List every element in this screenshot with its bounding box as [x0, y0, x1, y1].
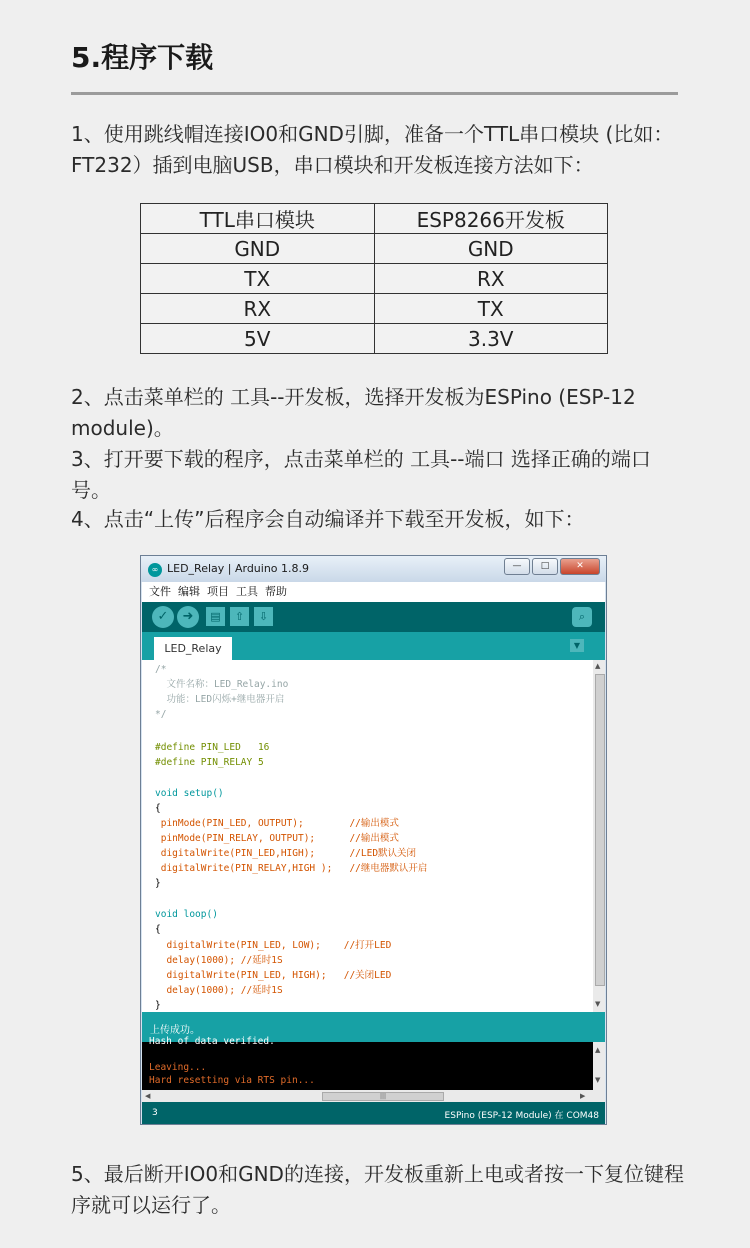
horizontal-scrollbar[interactable] — [142, 1090, 605, 1102]
tab-bar — [142, 632, 605, 660]
table-cell: TTL串口模块 — [141, 204, 375, 234]
console-line: Hash of data verified. — [149, 1036, 275, 1047]
table-row — [141, 264, 608, 294]
arduino-ide-window — [140, 555, 607, 1125]
scroll-up-icon[interactable]: ▲ — [595, 1046, 601, 1054]
code-line: delay(1000); //延时1S — [155, 955, 283, 966]
table-cell: 3.3V — [374, 324, 608, 354]
table-cell: GND — [374, 234, 608, 264]
title-divider — [71, 92, 678, 95]
console-output — [142, 1036, 593, 1090]
window-titlebar — [141, 556, 606, 582]
table-cell: 5V — [141, 324, 375, 354]
scroll-left-icon[interactable]: ◀ — [145, 1092, 151, 1100]
scroll-down-icon[interactable]: ▼ — [595, 1000, 601, 1008]
scroll-up-icon[interactable]: ▲ — [595, 662, 601, 670]
step-1-text: 1、使用跳线帽连接IO0和GND引脚，准备一个TTL串口模块 (比如：FT232）插到电脑USB，串口模块和开发板连接方法如下： — [71, 122, 674, 177]
console-line: Hard resetting via RTS pin... — [149, 1075, 315, 1086]
code-line: void setup() — [155, 788, 224, 799]
table-cell: GND — [141, 234, 375, 264]
table-row — [141, 294, 608, 324]
menu-file[interactable]: 文件 — [149, 585, 171, 598]
code-line: delay(1000); //延时1S — [155, 985, 283, 996]
table-cell: TX — [141, 264, 375, 294]
tab-menu-chevron-down-icon[interactable]: ▼ — [570, 639, 584, 652]
code-line: /* — [155, 664, 167, 675]
code-line: 功能：LED闪烁+继电器开启 — [155, 694, 285, 705]
close-button[interactable]: ✕ — [560, 558, 600, 575]
code-line: { — [155, 924, 161, 935]
save-arrow-down-icon[interactable]: ⇩ — [254, 607, 273, 626]
editor-scrollbar[interactable] — [593, 660, 605, 1012]
upload-status: 上传成功。 — [150, 1025, 200, 1036]
minimize-button[interactable]: — — [504, 558, 530, 575]
table-row — [141, 204, 608, 234]
console-line: Leaving... — [149, 1062, 207, 1073]
menu-bar — [142, 582, 605, 602]
menu-edit[interactable]: 编辑 — [178, 585, 200, 598]
line-number: 3 — [152, 1108, 158, 1118]
code-line: digitalWrite(PIN_LED, LOW); //打开LED — [155, 940, 392, 951]
tab-led-relay[interactable]: LED_Relay — [154, 637, 232, 660]
code-line: digitalWrite(PIN_LED,HIGH); //LED默认关闭 — [155, 848, 417, 859]
step-3-text: 3、打开要下载的程序，点击菜单栏的 工具--端口 选择正确的端口号。 — [71, 447, 651, 502]
menu-sketch[interactable]: 项目 — [207, 585, 229, 598]
menu-tools[interactable]: 工具 — [236, 585, 258, 598]
code-editor[interactable] — [142, 660, 593, 1012]
code-line: 文件名称：LED_Relay.ino — [155, 679, 289, 690]
connection-table — [140, 203, 608, 354]
scroll-down-icon[interactable]: ▼ — [595, 1076, 601, 1084]
code-line: pinMode(PIN_RELAY, OUTPUT); //输出模式 — [155, 833, 399, 844]
code-line: #define PIN_LED 16 — [155, 742, 270, 753]
table-row — [141, 324, 608, 354]
code-line: #define PIN_RELAY 5 — [155, 757, 264, 768]
arduino-logo-icon: ∞ — [148, 563, 162, 577]
board-port-info: ESPino (ESP-12 Module) 在 COM48 — [444, 1111, 599, 1121]
serial-monitor-icon[interactable]: ⌕ — [572, 607, 592, 627]
table-cell: ESP8266开发板 — [374, 204, 608, 234]
code-line: void loop() — [155, 909, 218, 920]
scrollbar-thumb[interactable]: ||| — [322, 1092, 444, 1101]
code-line: } — [155, 1000, 161, 1011]
new-file-icon[interactable]: ▤ — [206, 607, 225, 626]
code-line: */ — [155, 709, 167, 720]
window-title: LED_Relay | Arduino 1.8.9 — [167, 562, 310, 575]
footer-bar — [142, 1102, 605, 1124]
table-cell: TX — [374, 294, 608, 324]
code-line: digitalWrite(PIN_RELAY,HIGH ); //继电器默认开启 — [155, 863, 428, 874]
verify-check-icon[interactable]: ✓ — [152, 606, 174, 628]
open-arrow-up-icon[interactable]: ⇧ — [230, 607, 249, 626]
scroll-right-icon[interactable]: ▶ — [580, 1092, 586, 1100]
page-title: 5.程序下载 — [71, 41, 214, 74]
step-2-text: 2、点击菜单栏的 工具--开发板，选择开发板为ESPino (ESP-12 module)。 — [71, 385, 636, 440]
step-5-text: 5、最后断开IO0和GND的连接，开发板重新上电或者按一下复位键程序就可以运行了。 — [71, 1162, 684, 1217]
menu-help[interactable]: 帮助 — [265, 585, 287, 598]
step-4-text: 4、点击“上传”后程序会自动编译并下载至开发板，如下： — [71, 507, 585, 531]
table-cell: RX — [374, 264, 608, 294]
code-line: pinMode(PIN_LED, OUTPUT); //输出模式 — [155, 818, 399, 829]
table-row — [141, 234, 608, 264]
toolbar — [142, 602, 605, 632]
console-scrollbar[interactable] — [593, 1042, 605, 1090]
code-line: } — [155, 878, 161, 889]
code-line: digitalWrite(PIN_LED, HIGH); //关闭LED — [155, 970, 392, 981]
table-cell: RX — [141, 294, 375, 324]
scrollbar-thumb[interactable] — [595, 674, 605, 986]
code-line: { — [155, 803, 161, 814]
upload-arrow-icon[interactable]: ➜ — [177, 606, 199, 628]
maximize-button[interactable]: □ — [532, 558, 558, 575]
